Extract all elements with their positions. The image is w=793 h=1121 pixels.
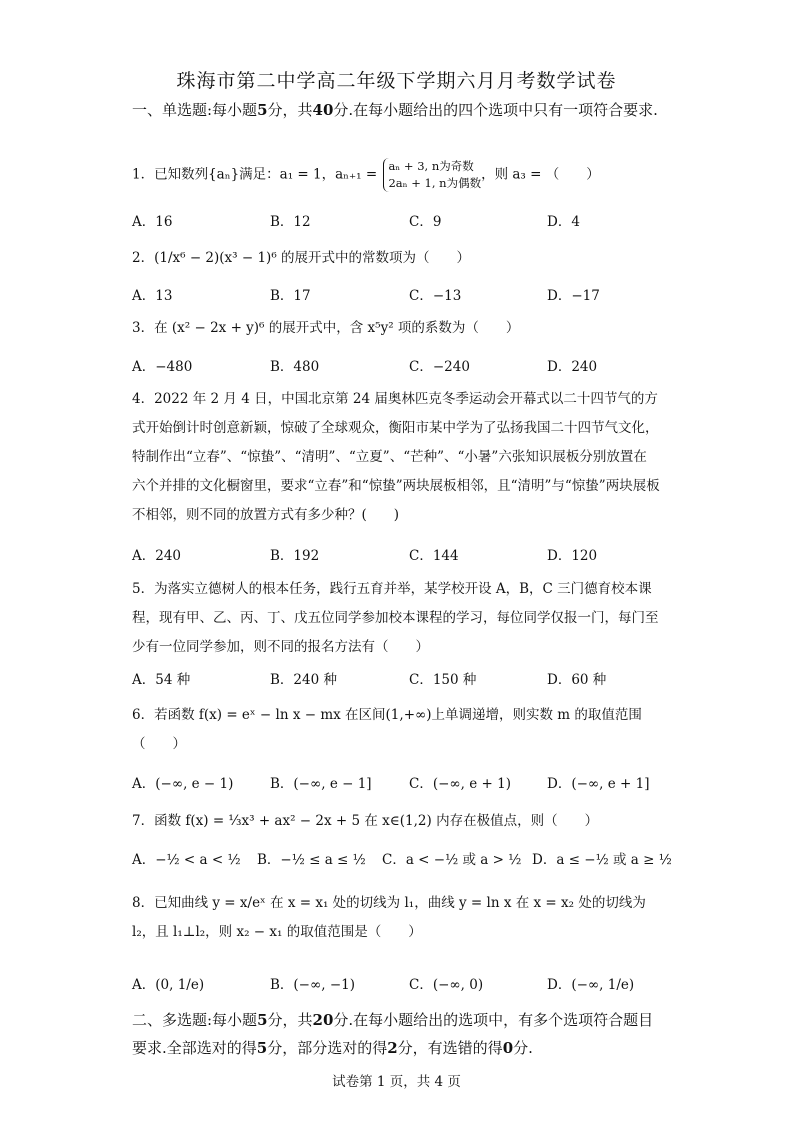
question-3: 3．在 (x² − 2x + y)⁶ 的展开式中，含 x⁵y² 项的系数为（ ）: [132, 320, 520, 336]
question-5: 5．为落实立德树人的根本任务，践行五育并举，某学校开设 A，B，C 三门德育校本课程，现有甲、乙、丙、丁、戊五位同学参加校本课程的学习，每位同学仅报一门，每门至少有一位同学参加，则不同的报名方法有（ ）: [132, 581, 659, 655]
question-6-options: [132, 772, 660, 800]
exam-title: 珠海市第二中学高二年级下学期六月月考数学试卷: [176, 70, 617, 92]
option-a[interactable]: A．13: [132, 288, 173, 304]
question-8: 8．已知曲线 y = x/eˣ 在 x = x₁ 处的切线为 l₁，曲线 y = ln x 在 x = x₂ 处的切线为 l₂，且 l₁⊥l₂，则 x₂ − x₁ 的取值范围是（ ）: [132, 895, 646, 940]
option-c[interactable]: C．−13: [409, 288, 462, 304]
option-c[interactable]: C．150 种: [409, 672, 477, 688]
option-d[interactable]: D．120: [547, 548, 598, 564]
option-a[interactable]: A．54 种: [132, 672, 191, 688]
option-b[interactable]: B．−½ ≤ a ≤ ½: [257, 852, 366, 868]
page-footer: 试卷第 1 页，共 4 页: [332, 1074, 461, 1090]
question-1: 1．已知数列{aₙ}满足：a₁ = 1，aₙ₊₁ = aₙ + 3, n为奇数 2aₙ + 1, n为偶数 ，则 a₃ = （ ）: [132, 159, 600, 190]
section-1-heading: 一、单选题:每小题5分，共40分.在每小题给出的四个选项中只有一项符合要求.: [132, 101, 658, 119]
option-a[interactable]: A．−½ < a < ½: [132, 852, 241, 868]
section-2-heading: 二、多选题:每小题5分，共20分.在每小题给出的选项中，有多个选项符合题目要求.全部选对的得5分，部分选对的得2分，有选错的得0分.: [132, 1011, 654, 1057]
option-d[interactable]: D．a ≤ −½ 或 a ≥ ½: [532, 852, 672, 868]
option-d[interactable]: D．(−∞, e + 1]: [547, 776, 650, 792]
option-b[interactable]: B．(−∞, e − 1]: [270, 776, 372, 792]
question-7: 7．函数 f(x) = ⅓x³ + ax² − 2x + 5 在 x∈(1,2) 内存在极值点，则（ ）: [132, 813, 599, 829]
option-c[interactable]: C．(−∞, 0): [409, 977, 484, 993]
option-c[interactable]: C．9: [409, 214, 442, 230]
question-2-options: [132, 284, 660, 312]
option-b[interactable]: B．12: [270, 214, 311, 230]
option-a[interactable]: A．16: [132, 214, 173, 230]
question-8-options: [132, 973, 660, 1001]
question-2: 2．(1/x⁶ − 2)(x³ − 1)⁶ 的展开式中的常数项为（ ）: [132, 250, 471, 266]
option-b[interactable]: B．192: [270, 548, 320, 564]
option-d[interactable]: D．−17: [547, 288, 600, 304]
option-b[interactable]: B．17: [270, 288, 311, 304]
question-6: 6．若函数 f(x) = eˣ − ln x − mx 在区间(1,+∞)上单调递增，则实数 m 的取值范围（ ）: [132, 707, 642, 752]
option-d[interactable]: D．240: [547, 359, 598, 375]
option-c[interactable]: C．a < −½ 或 a > ½: [382, 852, 522, 868]
question-3-options: [132, 355, 660, 383]
option-a[interactable]: A．240: [132, 548, 182, 564]
option-b[interactable]: B．(−∞, −1): [270, 977, 355, 993]
question-4-options: [132, 544, 660, 572]
question-1-options: [132, 210, 660, 238]
question-4: 4．2022 年 2 月 4 日，中国北京第 24 届奥林匹克冬季运动会开幕式以二十四节气的方式开始倒计时创意新颖，惊破了全球观众，衡阳市某中学为了弘扬我国二十四节气文化，特制作出“立春”、“惊蛰”、“清明”、“立夏”、“芒种”、“小暑”六张知识展板分别放置在六个并排的文化橱窗里，要求“立春”和“惊蛰”两块展板相邻，且“清明”与“惊蛰”两块展板不相邻，则不同的放置方式有多少种？( ): [132, 391, 660, 523]
option-d[interactable]: D．4: [547, 214, 580, 230]
option-d[interactable]: D．(−∞, 1/e): [547, 977, 635, 993]
option-c[interactable]: C．144: [409, 548, 459, 564]
option-d[interactable]: D．60 种: [547, 672, 607, 688]
option-c[interactable]: C．−240: [409, 359, 470, 375]
question-5-options: [132, 668, 660, 696]
option-b[interactable]: B．480: [270, 359, 320, 375]
option-a[interactable]: A．(−∞, e − 1): [132, 776, 234, 792]
option-a[interactable]: A．−480: [132, 359, 193, 375]
question-7-options: [132, 848, 672, 876]
option-a[interactable]: A．(0, 1/e): [132, 977, 205, 993]
option-c[interactable]: C．(−∞, e + 1): [409, 776, 511, 792]
piecewise-brace: aₙ + 3, n为奇数 2aₙ + 1, n为偶数: [383, 158, 481, 192]
option-b[interactable]: B．240 种: [270, 672, 337, 688]
